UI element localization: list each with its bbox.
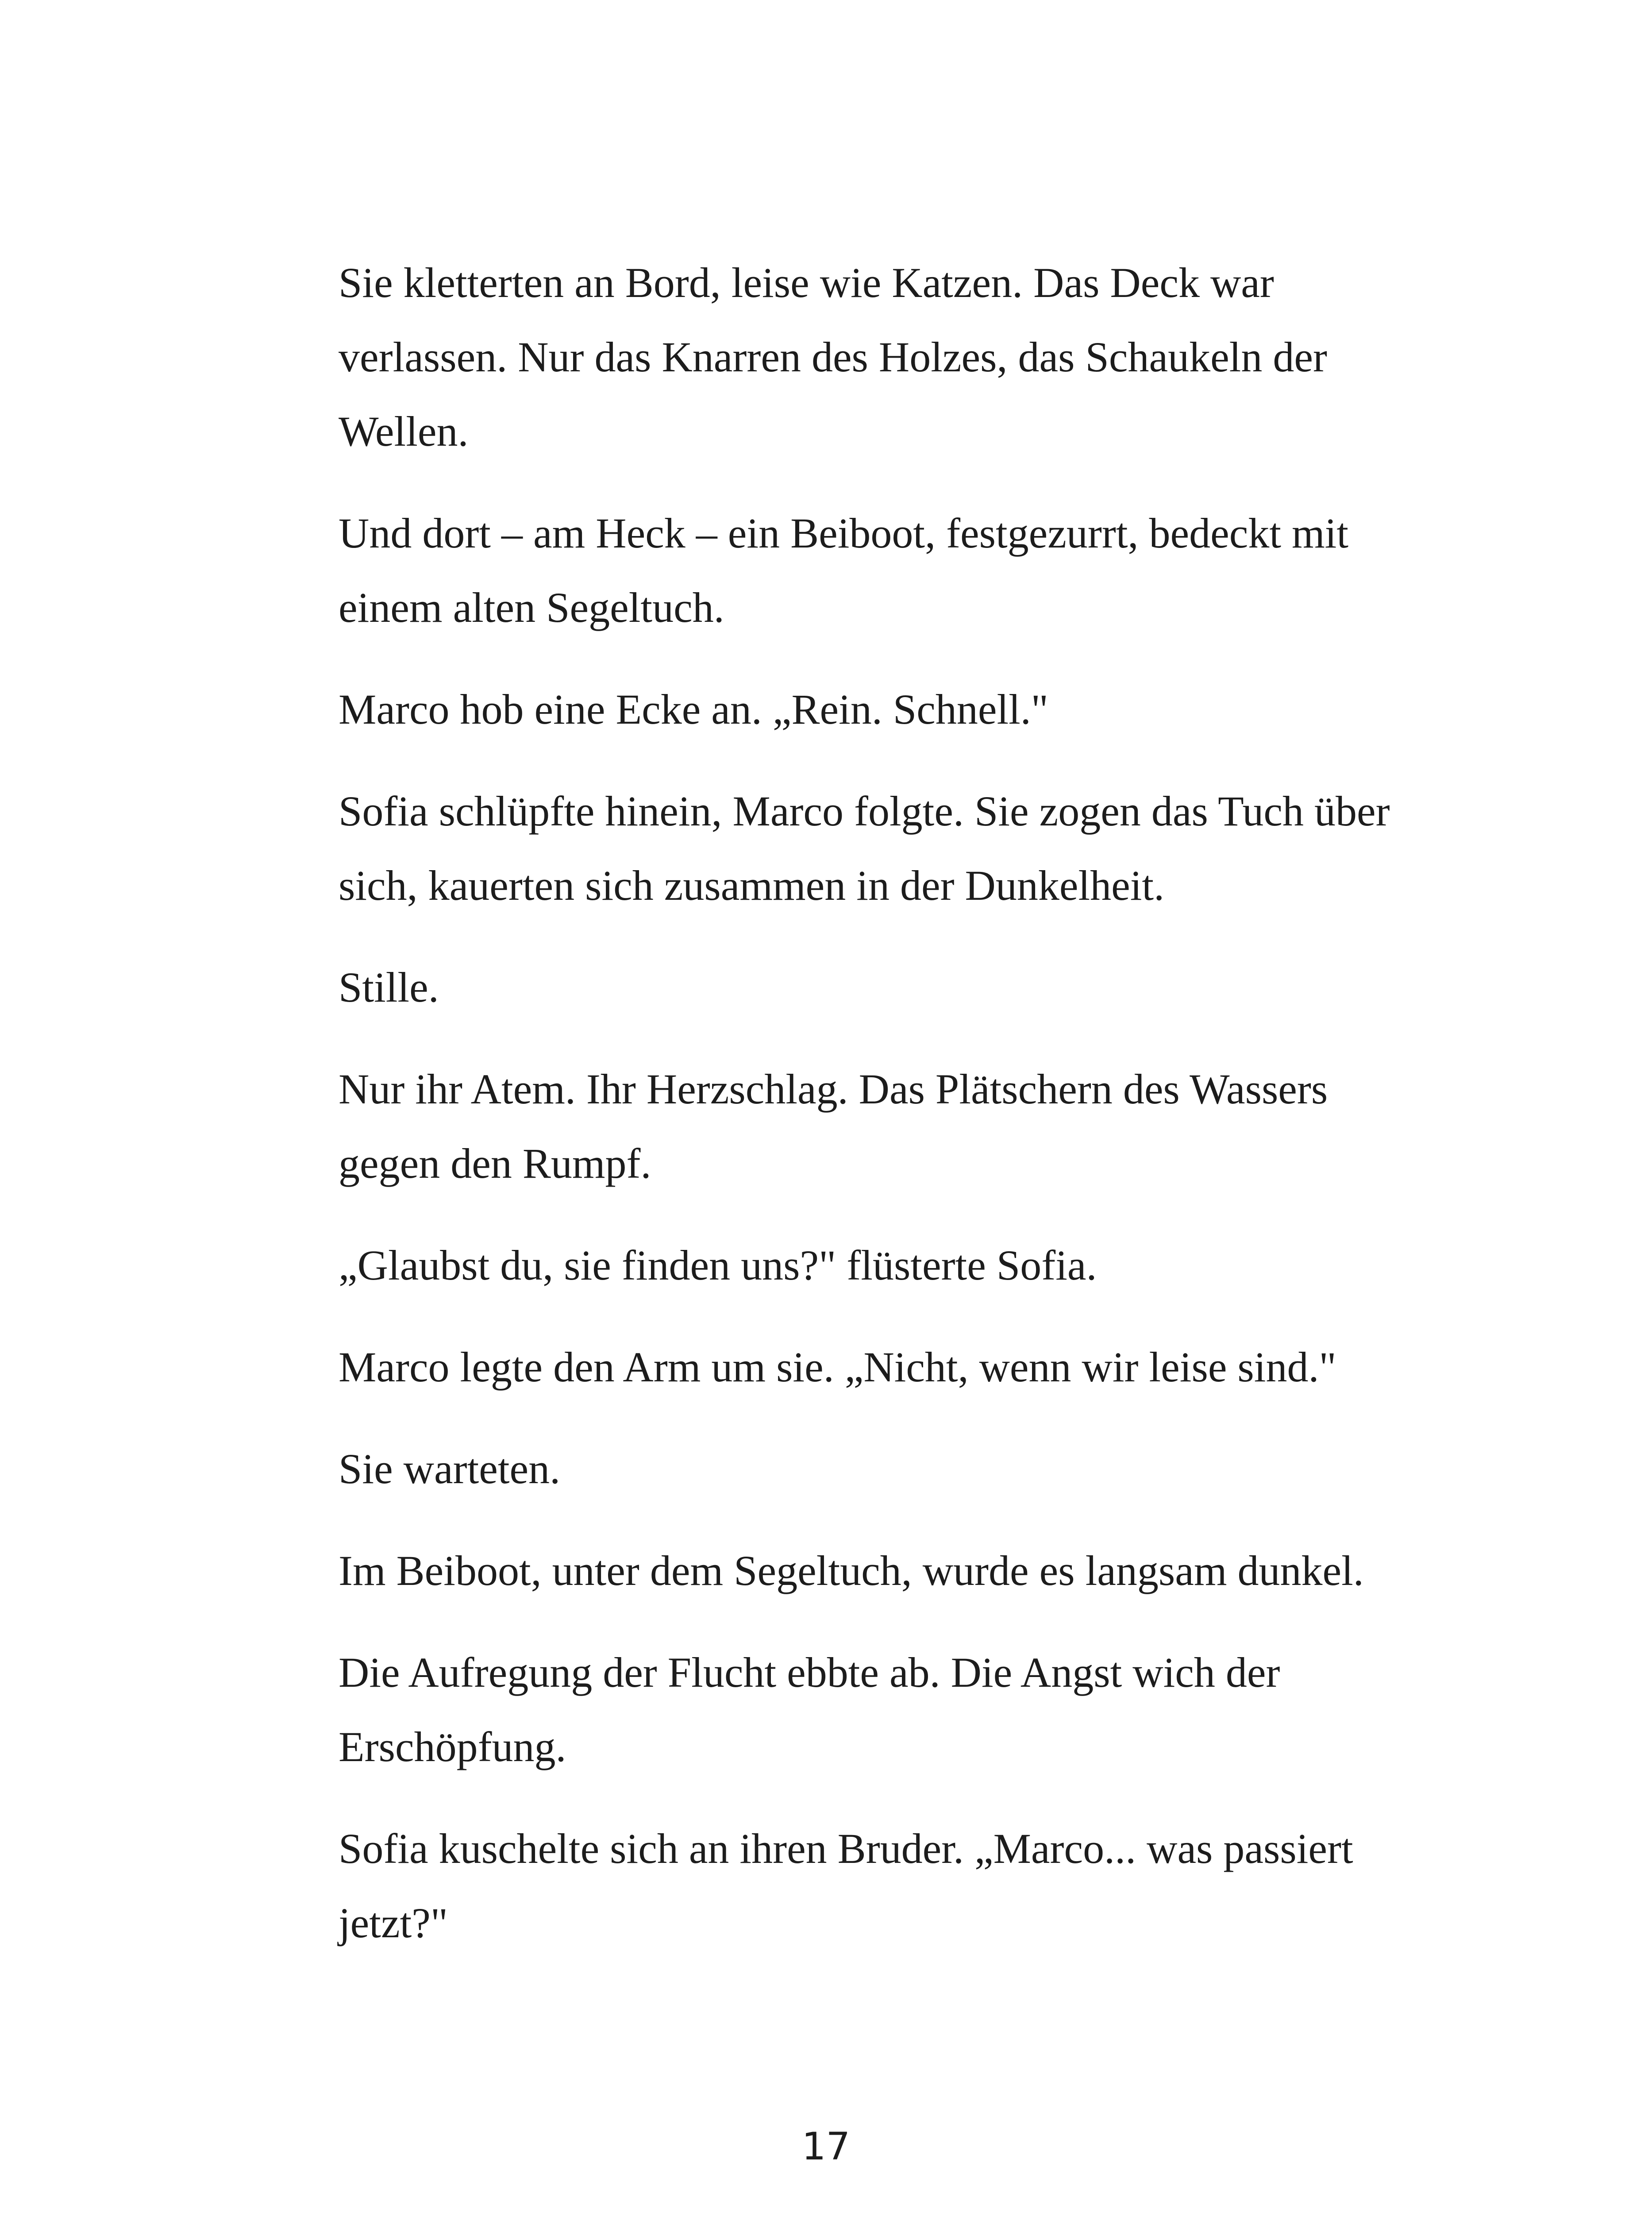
paragraph: Sofia schlüpfte hinein, Marco folgte. Sie zogen das Tuch über sich, kauerten sich zusammen in der Dunkelheit.: [339, 787, 1390, 909]
paragraph: Marco legte den Arm um sie. „Nicht, wenn wir leise sind.": [339, 1343, 1336, 1391]
paragraph: „Glaubst du, sie finden uns?" flüsterte Sofia.: [339, 1241, 1097, 1289]
paragraph: Im Beiboot, unter dem Segeltuch, wurde es langsam dunkel.: [339, 1547, 1364, 1594]
paragraph: Marco hob eine Ecke an. „Rein. Schnell.": [339, 686, 1048, 733]
paragraph: Sie warteten.: [339, 1445, 561, 1492]
paragraph: Stille.: [339, 964, 439, 1011]
paragraph: Und dort – am Heck – ein Beiboot, festgezurrt, bedeckt mit einem alten Segeltuch.: [339, 509, 1349, 631]
page-number: 17: [801, 2124, 851, 2169]
paragraph: Sofia kuschelte sich an ihren Bruder. „Marco... was passiert jetzt?": [339, 1825, 1353, 1947]
paragraph: Nur ihr Atem. Ihr Herzschlag. Das Plätschern des Wassers gegen den Rumpf.: [339, 1065, 1328, 1187]
story-text: [339, 246, 1401, 1988]
paragraph: Sie kletterten an Bord, leise wie Katzen. Das Deck war verlassen. Nur das Knarren des Holzes, das Schaukeln der Wellen.: [339, 259, 1327, 455]
paragraph: Die Aufregung der Flucht ebbte ab. Die Angst wich der Erschöpfung.: [339, 1649, 1280, 1770]
